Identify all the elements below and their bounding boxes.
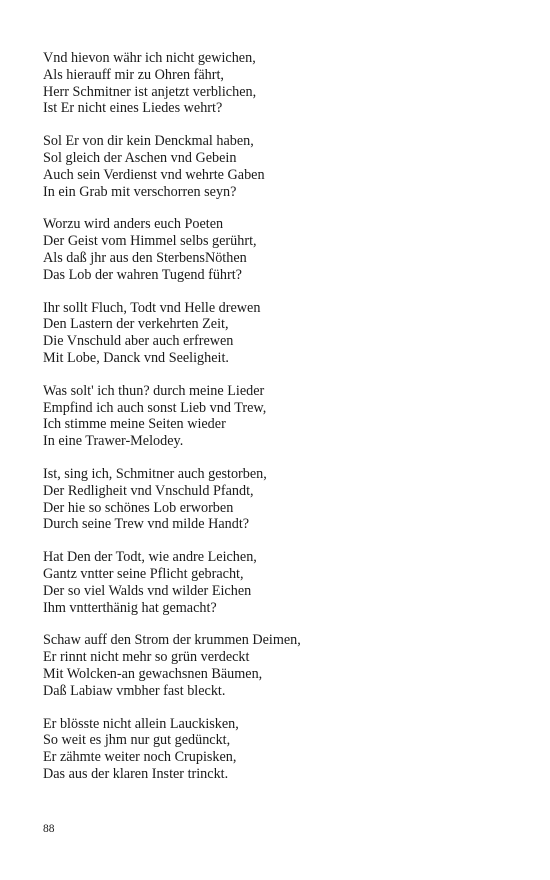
verse-line: Als hierauff mir zu Ohren fährt, [43, 66, 224, 83]
verse-line: Sol gleich der Aschen vnd Gebein [43, 149, 237, 166]
stanza-6 [43, 466, 523, 533]
verse-line: Das Lob der wahren Tugend führt? [43, 266, 242, 283]
verse-line: Gantz vntter seine Pflicht gebracht, [43, 565, 244, 582]
stanza-5 [43, 383, 523, 450]
verse-line: Herr Schmitner ist anjetzt verblichen, [43, 83, 257, 100]
verse-line: Sol Er von dir kein Denckmal haben, [43, 133, 254, 150]
verse-line: Er blösste nicht allein Lauckisken, [43, 715, 239, 732]
verse-line: In eine Trawer-Melodey. [43, 433, 184, 450]
stanza-3 [43, 216, 523, 283]
stanza-1 [43, 50, 523, 117]
verse-line: Mit Wolcken-an gewachsnen Bäumen, [43, 665, 263, 682]
verse-line: Der Geist vom Himmel selbs gerührt, [43, 233, 257, 250]
verse-line: Worzu wird anders euch Poeten [43, 216, 224, 233]
verse-line: Ich stimme meine Seiten wieder [43, 416, 226, 433]
verse-line: So weit es jhm nur gut gedünckt, [43, 732, 231, 749]
stanza-7 [43, 549, 523, 616]
verse-line: Den Lastern der verkehrten Zeit, [43, 316, 229, 333]
stanza-2 [43, 133, 523, 200]
verse-line: Ist Er nicht eines Liedes wehrt? [43, 100, 223, 117]
verse-line: Die Vnschuld aber auch erfrewen [43, 333, 234, 350]
stanza-4 [43, 300, 523, 367]
stanza-9 [43, 716, 523, 783]
verse-line: Empfind ich auch sonst Lieb vnd Trew, [43, 399, 267, 416]
verse-line: Er rinnt nicht mehr so grün verdeckt [43, 649, 250, 666]
verse-line: Durch seine Trew vnd milde Handt? [43, 516, 250, 533]
verse-line: Mit Lobe, Danck vnd Seeligheit. [43, 349, 229, 366]
verse-line: Ihm vntterthänig hat gemacht? [43, 599, 217, 616]
verse-line: Das aus der klaren Inster trinckt. [43, 765, 229, 782]
verse-line: Der Redligheit vnd Vnschuld Pfandt, [43, 482, 254, 499]
verse-line: Ihr sollt Fluch, Todt vnd Helle drewen [43, 299, 261, 316]
verse-line: In ein Grab mit verschorren seyn? [43, 183, 237, 200]
verse-line: Daß Labiaw vmbher fast bleckt. [43, 682, 226, 699]
poem-text [43, 50, 523, 799]
verse-line: Der hie so schönes Lob erworben [43, 499, 234, 516]
stanza-8 [43, 632, 523, 699]
verse-line: Als daß jhr aus den SterbensNöthen [43, 249, 247, 266]
verse-line: Schaw auff den Strom der krummen Deimen, [43, 632, 301, 649]
verse-line: Ist, sing ich, Schmitner auch gestorben, [43, 465, 267, 482]
verse-line: Er zähmte weiter noch Crupisken, [43, 749, 237, 766]
verse-line: Was solt' ich thun? durch meine Lieder [43, 382, 265, 399]
page-number: 88 [43, 823, 55, 835]
verse-line: Auch sein Verdienst vnd wehrte Gaben [43, 166, 265, 183]
verse-line: Vnd hievon währ ich nicht gewichen, [43, 50, 256, 66]
verse-line: Hat Den der Todt, wie andre Leichen, [43, 549, 257, 566]
verse-line: Der so viel Walds vnd wilder Eichen [43, 582, 252, 599]
